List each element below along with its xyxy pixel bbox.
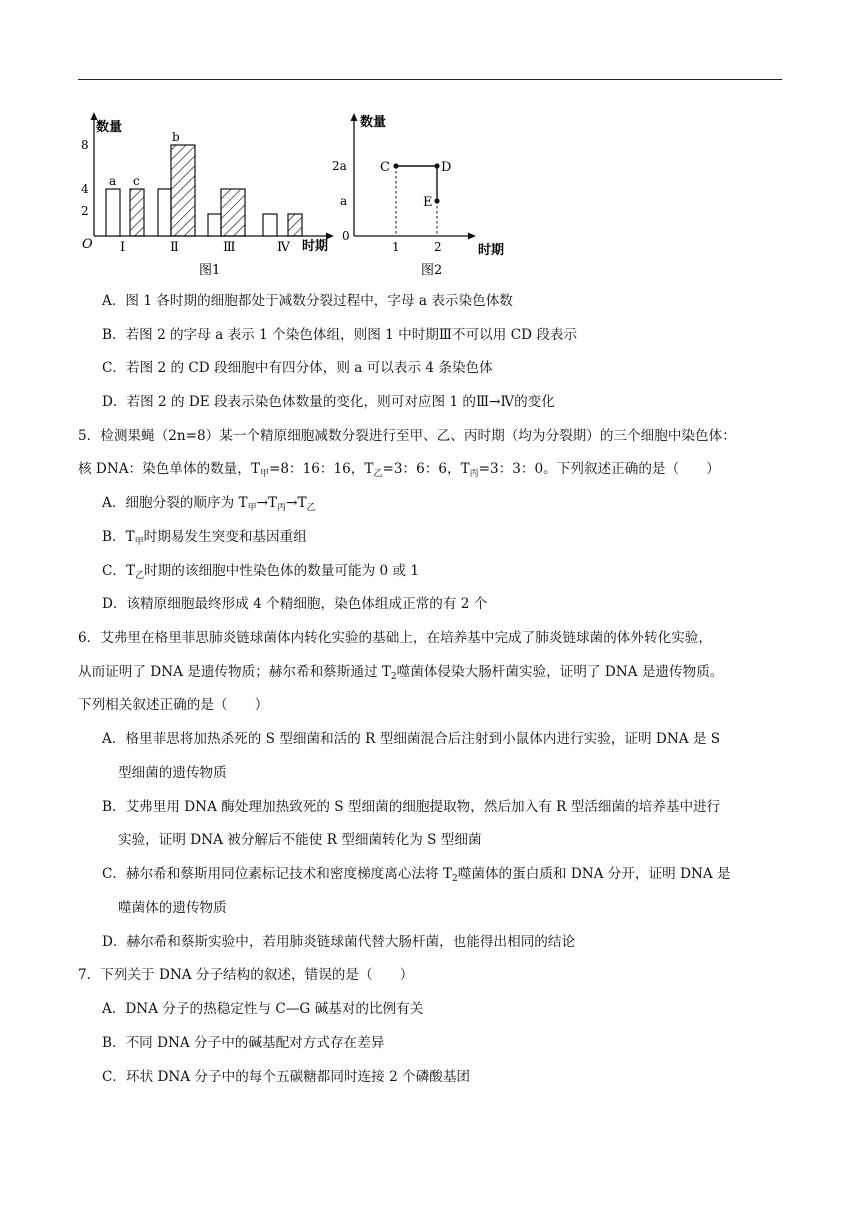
q6-option-d: D．赫尔希和蔡斯实验中，若用肺炎链球菌代替大肠杆菌，也能得出相同的结论 bbox=[102, 934, 576, 950]
header-rule bbox=[78, 79, 782, 80]
bar-IV-c bbox=[288, 214, 302, 236]
fig2-ytick-2a: 2a bbox=[332, 159, 347, 173]
q5-option-b: B．$T_甲$时期易发生突变和基因重组 bbox=[102, 529, 307, 547]
fig1-period-IV: Ⅳ bbox=[277, 240, 290, 255]
q7-stem: 7．下列关于 DNA 分子结构的叙述，错误的是（ ） bbox=[78, 967, 414, 983]
fig1-ytick-4: 4 bbox=[81, 182, 89, 196]
fig1-origin: O bbox=[82, 237, 93, 252]
figures bbox=[78, 104, 782, 284]
q6-option-c-line2: 噬菌体的遗传物质 bbox=[118, 900, 227, 916]
fig2 bbox=[332, 113, 504, 278]
fig2-point-E bbox=[434, 198, 439, 203]
bar-I-a bbox=[106, 189, 120, 236]
fig2-label-E: E bbox=[423, 195, 433, 210]
bar-III-a bbox=[208, 214, 221, 236]
fig2-label-D: D bbox=[441, 160, 452, 175]
bar-II-a bbox=[158, 189, 171, 236]
q4-option-a: A．图 1 各时期的细胞都处于减数分裂过程中，字母 a 表示染色体数 bbox=[102, 293, 513, 309]
fig2-xlabel: 时期 bbox=[478, 243, 505, 258]
q5-option-a: A．细胞分裂的顺序为 $T_甲\to T_丙\to T_乙$ bbox=[102, 495, 316, 513]
q6-stem-line3: 下列相关叙述正确的是（ ） bbox=[78, 697, 269, 713]
q5-stem-line1: 5．检测果蝇（2n=8）某一个精原细胞减数分裂进行至甲、乙、丙时期（均为分裂期）的三个细胞中染色体： bbox=[78, 428, 736, 444]
bar-label-b: b bbox=[172, 130, 180, 144]
q6-option-a-line2: 型细菌的遗传物质 bbox=[118, 765, 227, 781]
fig2-ylabel: 数量 bbox=[360, 115, 387, 130]
q6-option-a-line1: A．格里菲思将加热杀死的 S 型细菌和活的 R 型细菌混合后注射到小鼠体内进行实验，证明 DNA 是 S bbox=[102, 731, 721, 747]
q5-option-d: D．该精原细胞最终形成 4 个精细胞，染色体组成正常的有 2 个 bbox=[102, 596, 488, 612]
bar-I-c bbox=[130, 189, 144, 236]
fig1-caption: 图1 bbox=[199, 263, 221, 278]
fig2-label-C: C bbox=[380, 160, 390, 175]
q6-option-b-line1: B．艾弗里用 DNA 酶处理加热致死的 S 型细菌的细胞提取物，然后加入有 R 型活细菌的培养基中进行 bbox=[102, 799, 721, 815]
fig1-period-III: Ⅲ bbox=[223, 240, 236, 255]
q7-option-b: B．不同 DNA 分子中的碱基配对方式存在差异 bbox=[102, 1035, 385, 1051]
fig1-ytick-2: 2 bbox=[81, 204, 89, 218]
fig2-ytick-a: a bbox=[340, 194, 348, 208]
fig1-y-arrow bbox=[91, 112, 98, 120]
fig2-xtick-2: 2 bbox=[434, 240, 442, 254]
figure-svg bbox=[78, 104, 782, 284]
fig1 bbox=[81, 112, 334, 278]
q7-option-a: A．DNA 分子的热稳定性与 C—G 碱基对的比例有关 bbox=[102, 1001, 424, 1017]
fig2-y-arrow bbox=[351, 113, 358, 121]
fig1-period-II: Ⅱ bbox=[170, 240, 179, 255]
fig1-period-I: Ⅰ bbox=[120, 240, 126, 255]
bar-label-c: c bbox=[133, 174, 140, 188]
q4-option-c: C．若图 2 的 CD 段细胞中有四分体，则 a 可以表示 4 条染色体 bbox=[102, 360, 493, 376]
q5-option-c: C．$T_乙$时期的该细胞中性染色体的数量可能为 0 或 1 bbox=[102, 563, 420, 581]
q5-stem-line2: 核 DNA：染色单体的数量，$T_甲=8$：16：16，$T_乙=3$：6：6，$T_丙=3$：3：0。下列叙述正确的是（ ） bbox=[78, 461, 720, 479]
fig1-xlabel: 时期 bbox=[302, 239, 329, 254]
fig2-x-arrow bbox=[468, 233, 476, 240]
fig2-caption: 图2 bbox=[421, 263, 443, 278]
q4-option-b: B．若图 2 的字母 a 表示 1 个染色体组，则图 1 中时期Ⅲ不可以用 CD 段表示 bbox=[102, 327, 578, 343]
q7-option-c: C．环状 DNA 分子中的每个五碳糖都同时连接 2 个磷酸基团 bbox=[102, 1069, 471, 1085]
fig2-xtick-1: 1 bbox=[392, 240, 400, 254]
q6-option-b-line2: 实验，证明 DNA 被分解后不能使 R 型细菌转化为 S 型细菌 bbox=[118, 832, 482, 848]
bar-II-c bbox=[171, 145, 195, 236]
fig2-ytick-0: 0 bbox=[342, 229, 350, 243]
fig2-point-C bbox=[393, 163, 398, 168]
bar-III-c bbox=[221, 189, 245, 236]
q6-option-c-line1: C．赫尔希和蔡斯用同位素标记技术和密度梯度离心法将 $T_2$噬菌体的蛋白质和 DNA 分开，证明 DNA 是 bbox=[102, 866, 731, 884]
fig1-ytick-8: 8 bbox=[81, 138, 89, 152]
bar-label-a: a bbox=[109, 174, 117, 188]
fig1-ylabel: 数量 bbox=[96, 120, 123, 135]
q4-option-d: D．若图 2 的 DE 段表示染色体数量的变化，则可对应图 1 的Ⅲ→Ⅳ的变化 bbox=[102, 394, 555, 410]
fig2-point-D bbox=[434, 163, 439, 168]
q6-stem-line1: 6．艾弗里在格里菲思肺炎链球菌体内转化实验的基础上，在培养基中完成了肺炎链球菌的体外转化实验， bbox=[78, 630, 712, 646]
bar-IV-a bbox=[263, 214, 277, 236]
q6-stem-line2: 从而证明了 DNA 是遗传物质；赫尔希和蔡斯通过 $T_2$噬菌体侵染大肠杆菌实验，证明了 DNA 是遗传物质。 bbox=[78, 664, 724, 682]
